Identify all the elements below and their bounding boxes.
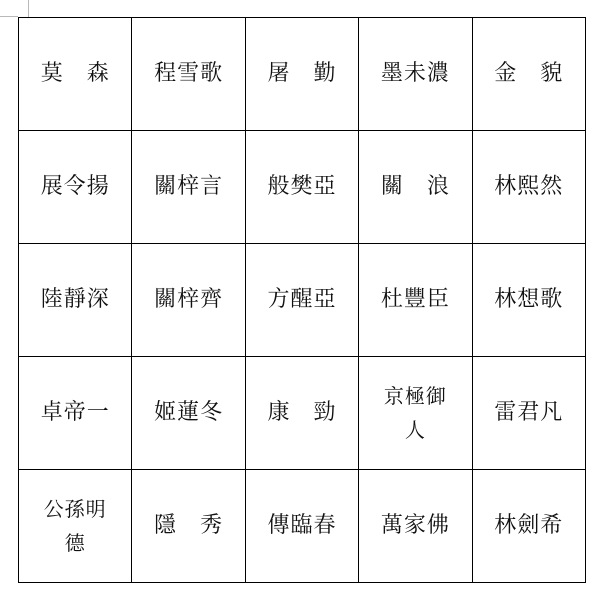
name-text: 墨未濃 <box>380 61 450 86</box>
name-text: 林劍希 <box>494 513 564 538</box>
table-cell <box>132 244 245 357</box>
table-cell <box>19 18 132 131</box>
table-cell <box>132 357 245 470</box>
name-text: 關梓言 <box>154 174 224 199</box>
name-text: 隱 秀 <box>154 513 224 538</box>
table-cell <box>19 470 132 583</box>
names-table <box>18 17 586 583</box>
name-text: 林想歌 <box>494 287 564 312</box>
table-cell <box>359 470 472 583</box>
name-text: 關 浪 <box>380 174 450 199</box>
table-cell <box>132 131 245 244</box>
name-text: 萬家佛 <box>380 513 450 538</box>
table-cell <box>245 244 358 357</box>
name-text: 程雪歌 <box>154 61 224 86</box>
name-text: 卓帝一 <box>40 400 110 425</box>
table-cell <box>19 131 132 244</box>
table-row <box>19 131 586 244</box>
table-cell <box>472 18 585 131</box>
table-cell <box>245 470 358 583</box>
name-text: 雷君凡 <box>494 400 564 425</box>
name-text: 康 勁 <box>267 400 337 425</box>
name-text: 關梓齊 <box>154 287 224 312</box>
table-row <box>19 470 586 583</box>
table-cell <box>359 244 472 357</box>
table-cell <box>472 470 585 583</box>
name-text: 林熙然 <box>494 174 564 199</box>
table-cell <box>472 244 585 357</box>
name-text: 方醒亞 <box>267 287 337 312</box>
margin-marker-horizontal <box>0 16 18 17</box>
table-cell <box>472 357 585 470</box>
table-cell <box>472 131 585 244</box>
name-text: 京極御人 <box>383 384 447 442</box>
table-cell <box>19 357 132 470</box>
name-text: 金 貌 <box>494 61 564 86</box>
table-row <box>19 244 586 357</box>
table-cell <box>359 131 472 244</box>
name-text: 展令揚 <box>40 174 110 199</box>
name-text: 杜豐臣 <box>380 287 450 312</box>
table-cell <box>132 470 245 583</box>
name-text: 屠 勤 <box>267 61 337 86</box>
name-text: 陸靜深 <box>40 287 110 312</box>
name-text: 傳臨春 <box>267 513 337 538</box>
table-cell <box>245 357 358 470</box>
table-row <box>19 18 586 131</box>
name-text: 莫 森 <box>40 61 110 86</box>
name-text: 姬蓮冬 <box>154 400 224 425</box>
name-text: 般樊亞 <box>267 174 337 199</box>
table-cell <box>19 244 132 357</box>
margin-marker-vertical <box>28 0 29 17</box>
table-cell <box>359 357 472 470</box>
table-row <box>19 357 586 470</box>
name-text: 公孫明德 <box>43 497 107 555</box>
table-cell <box>132 18 245 131</box>
table-cell <box>359 18 472 131</box>
table-cell <box>245 131 358 244</box>
table-cell <box>245 18 358 131</box>
